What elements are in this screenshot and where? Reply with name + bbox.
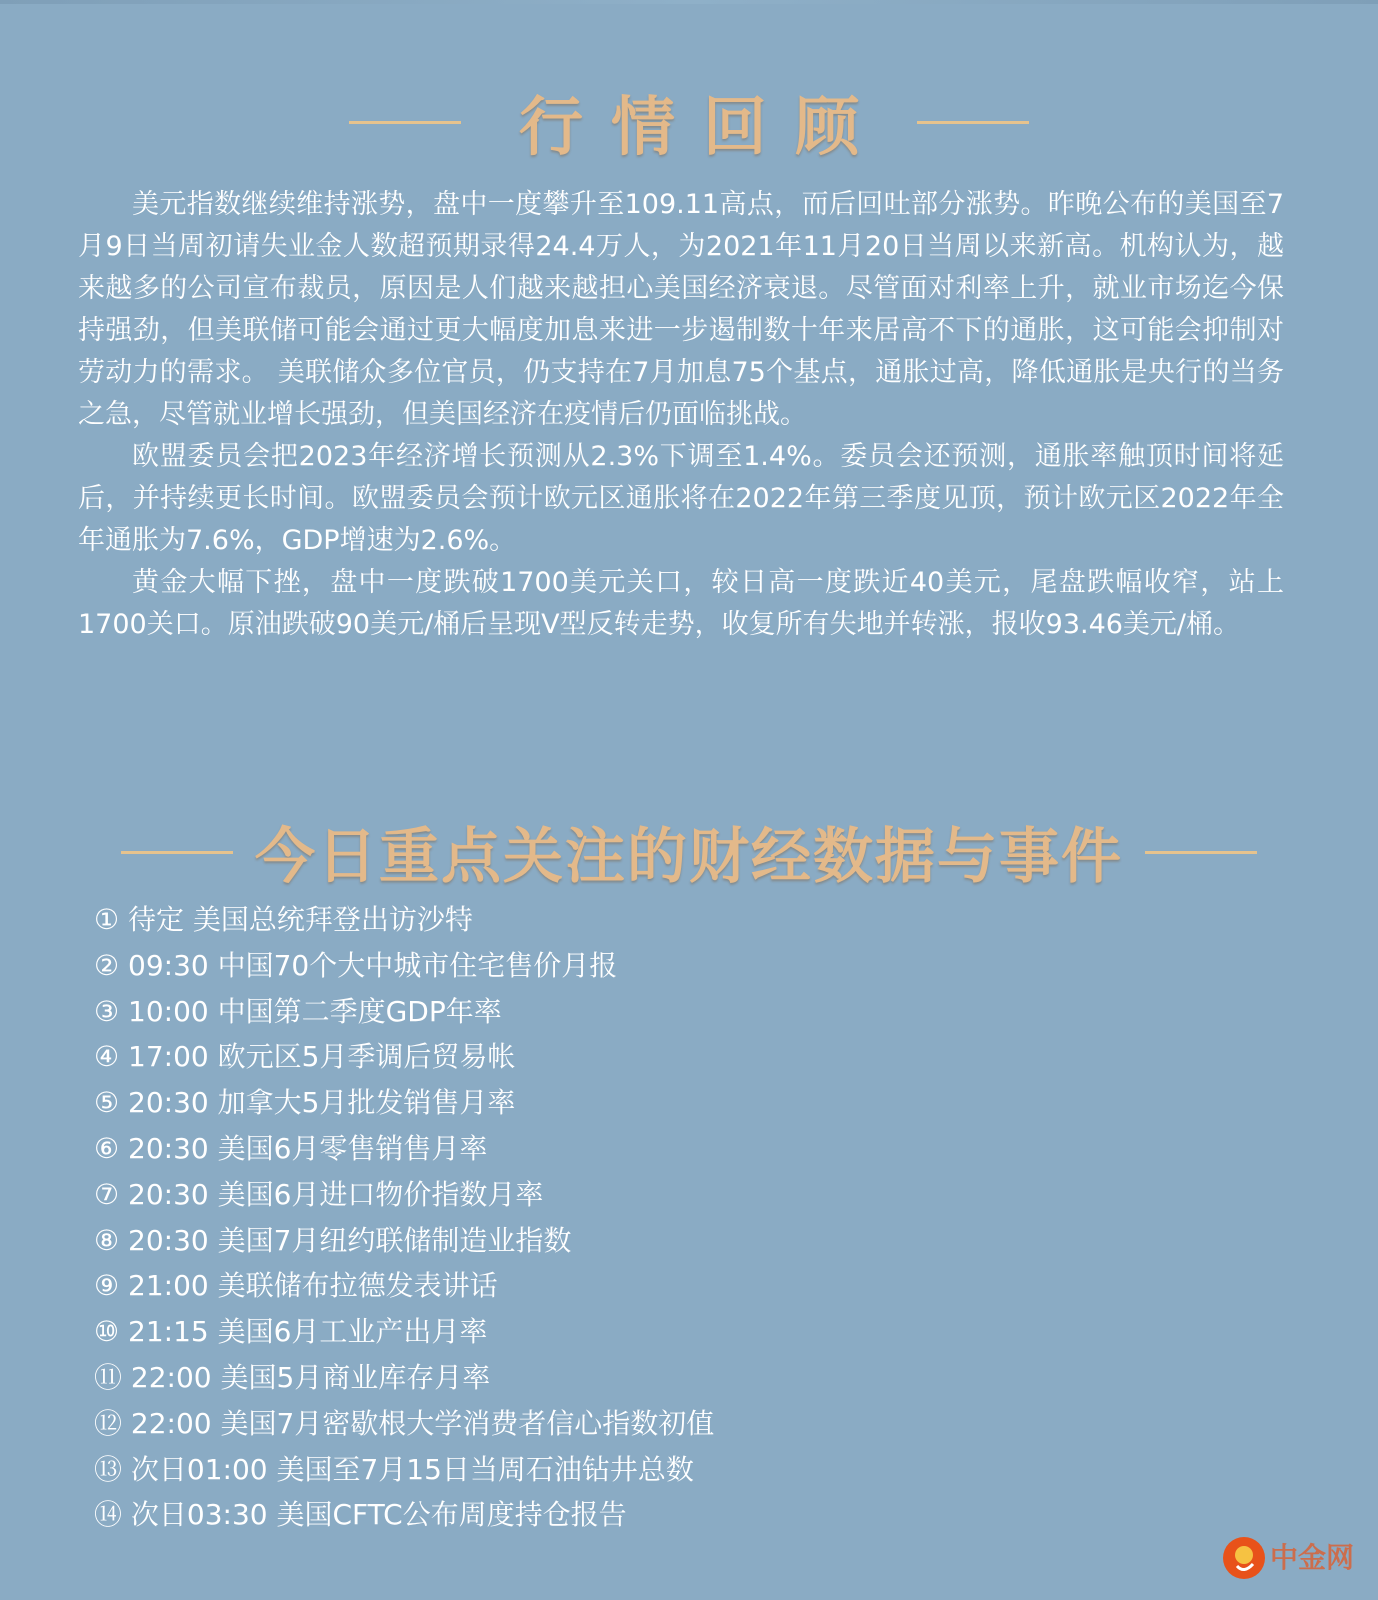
event-item: ⑬ 次日01:00 美国至7月15日当周石油钻井总数 [94, 1452, 694, 1486]
zhongjin-logo [1220, 1528, 1370, 1588]
logo-text: 中金网 [1270, 1541, 1355, 1574]
market-review-header [0, 82, 1378, 165]
title-rule-right [917, 121, 1029, 124]
title-rule-left [349, 121, 461, 124]
market-review-title: 行情回顾 [519, 91, 887, 165]
event-item: ② 09:30 中国70个大中城市住宅售价月报 [94, 948, 618, 982]
events-header [0, 812, 1378, 892]
top-strip [0, 0, 1378, 4]
market-review-body [78, 184, 1284, 646]
event-item: ⑤ 20:30 加拿大5月批发销售月率 [94, 1086, 516, 1120]
event-item: ③ 10:00 中国第二季度GDP年率 [94, 994, 502, 1028]
event-item: ⑫ 22:00 美国7月密歇根大学消费者信心指数初值 [94, 1406, 715, 1440]
event-item: ⑩ 21:15 美国6月工业产出月率 [94, 1315, 488, 1349]
events-title: 今日重点关注的财经数据与事件 [255, 822, 1123, 892]
event-item: ⑧ 20:30 美国7月纽约联储制造业指数 [94, 1223, 572, 1257]
review-paragraph-usd: 美元指数继续维持涨势，盘中一度攀升至109.11高点，而后回吐部分涨势。昨晚公布的美国至7月9日当周初请失业金人数超预期录得24.4万人，为2021年11月20日当周以来新高。机构认为，越来越多的公司宣布裁员，原因是人们越来越担心美国经济衰退。尽管面对利率上升，就业市场迄今保持强劲，但美联储可能会通过更大幅度加息来进一步遏制数十年来居高不下的通胀，这可能会抑制对劳动力的需求。 美联储众多位官员，仍支持在7月加息75个基点，通胀过高，降低通胀是央行的当务之急，尽管就业增长强劲，但美国经济在疫情后仍面临挑战。 [78, 189, 1284, 430]
title-rule-left [121, 851, 233, 854]
event-item: ⑥ 20:30 美国6月零售销售月率 [94, 1131, 488, 1165]
review-paragraph-eu: 欧盟委员会把2023年经济增长预测从2.3%下调至1.4%。委员会还预测，通胀率触顶时间将延后，并持续更长时间。欧盟委员会预计欧元区通胀将在2022年第三季度见顶，预计欧元区2022年全年通胀为7.6%，GDP增速为2.6%。 [78, 441, 1284, 556]
event-item: ⑪ 22:00 美国5月商业库存月率 [94, 1360, 491, 1394]
event-item: ④ 17:00 欧元区5月季调后贸易帐 [94, 1040, 516, 1074]
event-list [94, 897, 1094, 1538]
event-item: ⑭ 次日03:30 美国CFTC公布周度持仓报告 [94, 1498, 627, 1532]
logo-coin-icon [1235, 1546, 1253, 1564]
event-item: ① 待定 美国总统拜登出访沙特 [94, 903, 473, 936]
review-paragraph-commodities: 黄金大幅下挫，盘中一度跌破1700美元关口，较日高一度跌近40美元，尾盘跌幅收窄，站上1700关口。原油跌破90美元/桶后呈现V型反转走势，收复所有失地并转涨，报收93.46美元/桶。 [78, 567, 1284, 640]
title-rule-right [1145, 851, 1257, 854]
event-item: ⑨ 21:00 美联储布拉德发表讲话 [94, 1269, 498, 1303]
event-item: ⑦ 20:30 美国6月进口物价指数月率 [94, 1177, 544, 1211]
